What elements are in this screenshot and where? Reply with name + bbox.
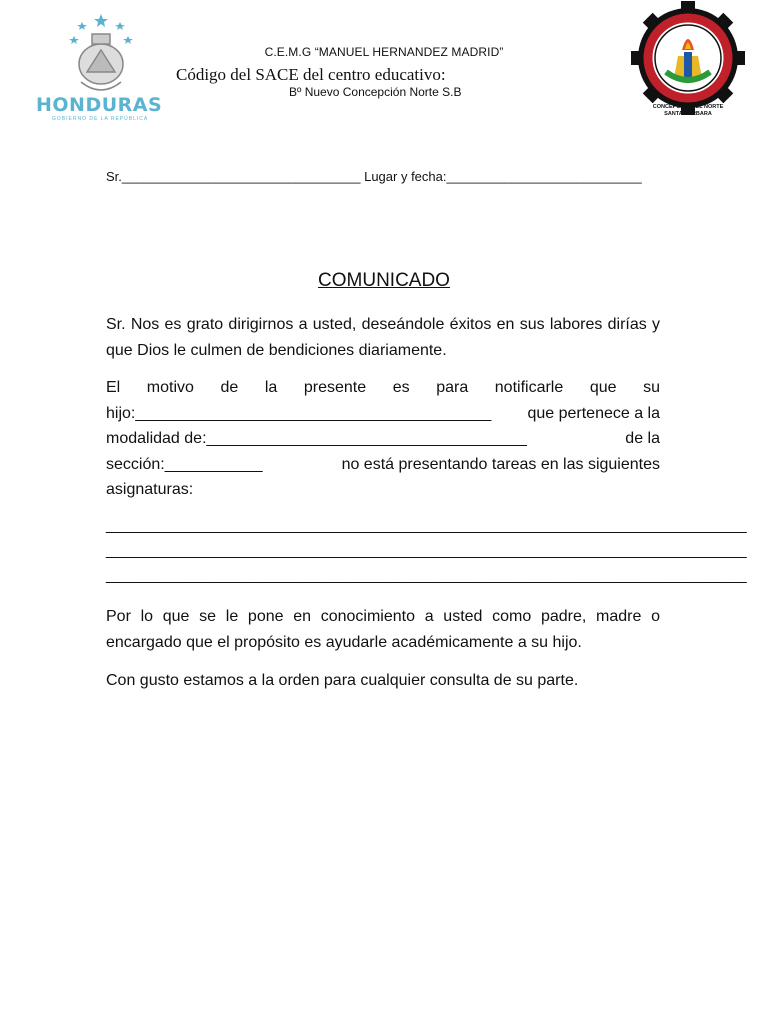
pertenece-text: que pertenece a la [527,404,660,422]
sace-label: Código del SACE del centro educativo: [176,65,446,84]
logo-bottom-text-2: SANTA BARBARA [664,111,712,117]
notification-paragraph [106,375,660,503]
notification-line-2 [106,401,660,427]
modality-blank: modalidad de:____________________________________ [106,430,527,447]
logo-bottom-text-1: CONCEPCIÓN DEL NORTE [652,104,724,110]
closing-paragraph: Con gusto estamos a la orden para cualquier consulta de su parte. [106,672,579,689]
notification-line-4 [106,452,660,478]
school-address: Bº Nuevo Concepción Norte S.B [289,85,462,99]
honduras-logo [34,12,168,124]
subjects-blank-line-2: ________________________________________________________________________ [106,542,747,559]
recipient-and-date-line: Sr._________________________________ Lugar y fecha:___________________________ [106,169,642,184]
school-name: C.E.M.G “MANUEL HERNANDEZ MADRID” [264,45,504,59]
honduras-wordmark: HONDURAS [36,94,163,116]
de-la-text: de la [625,430,660,447]
child-name-blank: hijo:________________________________________ [106,404,492,422]
subjects-blank-line-1: ________________________________________________________________________ [106,517,747,534]
greeting-paragraph: Sr. Nos es grato dirigirnos a usted, deseándole éxitos en sus labores dirías y que Dios le culmen de bendiciones diariamente. [106,316,660,359]
asignaturas-label: asignaturas: [106,481,194,498]
section-blank: sección:___________ [106,455,263,473]
honduras-subtext: GOBIERNO DE LA REPÚBLICA [52,116,149,122]
motivo-text: El motivo de la presente es para notificarle que su [106,379,660,396]
document-title: COMUNICADO [318,270,450,291]
subjects-blank-line-3: ________________________________________________________________________ [106,567,747,584]
school-logo [630,6,746,122]
notification-line-1 [106,375,660,401]
tareas-text: no está presentando tareas en las siguientes [341,455,660,473]
notification-line-3 [106,426,660,452]
purpose-paragraph: Por lo que se le pone en conocimiento a usted como padre, madre o encargado que el propósito es ayudarle académicamente a su hijo. [106,608,660,651]
